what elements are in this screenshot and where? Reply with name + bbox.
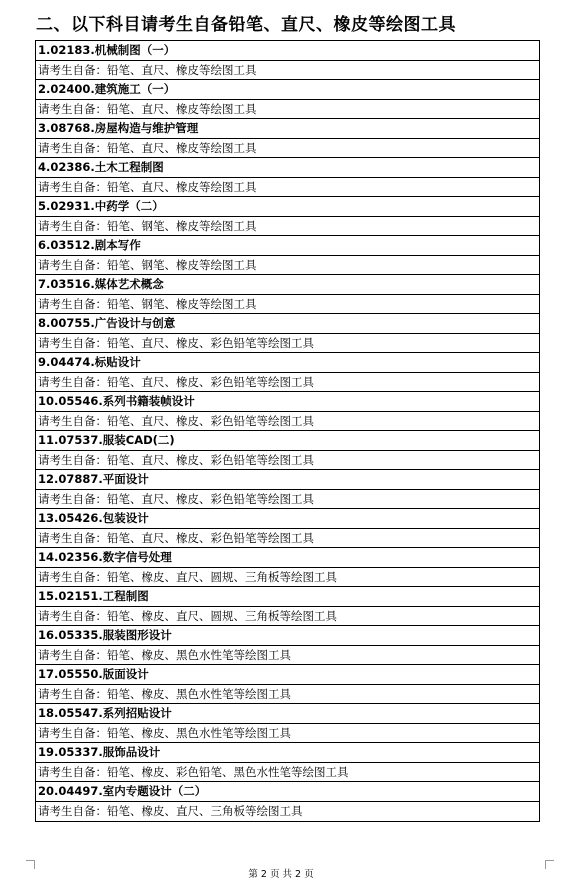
subject-row: 10.05546.系列书籍装帧设计 [36,392,539,412]
subject-row: 5.02931.中药学（二） [36,197,539,217]
requirement-row: 请考生自备：铅笔、钢笔、橡皮等绘图工具 [36,217,539,237]
requirement-row: 请考生自备：铅笔、钢笔、橡皮等绘图工具 [36,256,539,276]
subject-row: 8.00755.广告设计与创意 [36,314,539,334]
subject-row: 4.02386.土木工程制图 [36,158,539,178]
requirement-row: 请考生自备：铅笔、直尺、橡皮、彩色铅笔等绘图工具 [36,334,539,354]
requirement-row: 请考生自备：铅笔、直尺、橡皮、彩色铅笔等绘图工具 [36,529,539,549]
requirement-row: 请考生自备：铅笔、直尺、橡皮、彩色铅笔等绘图工具 [36,451,539,471]
subjects-table [35,40,540,822]
requirement-row: 请考生自备：铅笔、橡皮、黑色水性笔等绘图工具 [36,724,539,744]
subject-row: 18.05547.系列招贴设计 [36,704,539,724]
requirement-row: 请考生自备：铅笔、直尺、橡皮等绘图工具 [36,178,539,198]
subject-row: 11.07537.服装CAD(二) [36,431,539,451]
requirement-row: 请考生自备：铅笔、钢笔、橡皮等绘图工具 [36,295,539,315]
subject-row: 13.05426.包装设计 [36,509,539,529]
requirement-row: 请考生自备：铅笔、直尺、橡皮、彩色铅笔等绘图工具 [36,412,539,432]
subject-row: 17.05550.版面设计 [36,665,539,685]
subject-row: 15.02151.工程制图 [36,587,539,607]
requirement-row: 请考生自备：铅笔、直尺、橡皮等绘图工具 [36,100,539,120]
requirement-row: 请考生自备：铅笔、橡皮、黑色水性笔等绘图工具 [36,646,539,666]
subject-row: 7.03516.媒体艺术概念 [36,275,539,295]
section-heading: 二、以下科目请考生自备铅笔、直尺、橡皮等绘图工具 [36,15,456,35]
subject-row: 16.05335.服装图形设计 [36,626,539,646]
requirement-row: 请考生自备：铅笔、橡皮、彩色铅笔、黑色水性笔等绘图工具 [36,763,539,783]
requirement-row: 请考生自备：铅笔、橡皮、黑色水性笔等绘图工具 [36,685,539,705]
requirement-row: 请考生自备：铅笔、直尺、橡皮等绘图工具 [36,139,539,159]
subject-row: 19.05337.服饰品设计 [36,743,539,763]
requirement-row: 请考生自备：铅笔、直尺、橡皮等绘图工具 [36,61,539,81]
subject-row: 9.04474.标贴设计 [36,353,539,373]
requirement-row: 请考生自备：铅笔、橡皮、直尺、圆规、三角板等绘图工具 [36,568,539,588]
requirement-row: 请考生自备：铅笔、直尺、橡皮、彩色铅笔等绘图工具 [36,373,539,393]
subject-row: 12.07887.平面设计 [36,470,539,490]
requirement-row: 请考生自备：铅笔、橡皮、直尺、三角板等绘图工具 [38,803,303,818]
page-footer: 第 2 页 共 2 页 [248,869,314,880]
subject-row: 1.02183.机械制图（一） [36,41,539,61]
subject-row: 20.04497.室内专题设计（二） [36,782,539,802]
subject-row: 3.08768.房屋构造与维护管理 [36,119,539,139]
subject-row: 2.02400.建筑施工（一） [36,80,539,100]
requirement-row: 请考生自备：铅笔、直尺、橡皮、彩色铅笔等绘图工具 [36,490,539,510]
requirement-row: 请考生自备：铅笔、橡皮、直尺、圆规、三角板等绘图工具 [36,607,539,627]
subject-row: 14.02356.数字信号处理 [36,548,539,568]
subject-row: 6.03512.剧本写作 [36,236,539,256]
